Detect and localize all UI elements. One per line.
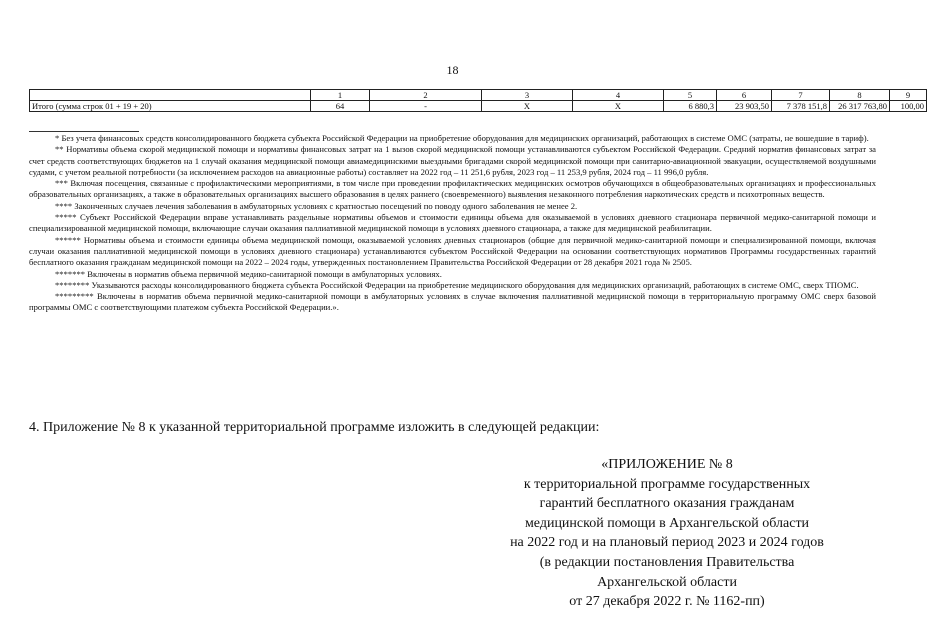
table-header-cell: 8 [830, 90, 890, 101]
appendix-line: (в редакции постановления Правительства [539, 554, 795, 570]
table-row [30, 101, 927, 112]
table-cell: 26 317 763,80 [830, 101, 890, 112]
amendment-instruction: 4. Приложение № 8 к указанной территориальной программе изложить в следующей редакции: [29, 420, 600, 435]
footnote-divider [29, 131, 139, 132]
footnote: ********* Включены в норматив объема первичной медико-санитарной помощи в амбулаторных условиях в случае включения паллиативной медицинской помощи в территориальную программу ОМС сверх базовой программы ОМС с соответствующими платежом субъекта Российской Федерации.». [29, 291, 876, 313]
table-cell: 64 [311, 101, 370, 112]
table-cell: X [482, 101, 573, 112]
footnote: *** Включая посещения, связанные с профилактическими мероприятиями, в том числе при проведении профилактических медицинских осмотров обучающихся в общеобразовательных организациях и профессиональных образовательных организациях, а также в образовательных организациях высшего образования в целях раннего (своевременного) выявления незаконного потребления наркотических средств и психотропных веществ. [29, 178, 876, 200]
table-cell: 6 880,3 [664, 101, 717, 112]
footnote: ** Нормативы объема скорой медицинской помощи и нормативы финансовых затрат на 1 вызов скорой медицинской помощи устанавливаются субъектом Российской Федерации. Средний норматив финансовых затрат за счет средств соответствующих бюджетов на 1 случай оказания медицинской помощи авиамедицинскими выездными бригадами скорой медицинской помощи при санитарно-авиационной эвакуации, осуществляемой воздушными судами, с учетом реальной потребности (за исключением расходов на авиационные работы) составляет на 2022 год – 11 251,6 рубля, 2023 год – 11 253,9 рубля, 2024 год – 11 996,0 рубля. [29, 144, 876, 177]
table-header-cell: 1 [311, 90, 370, 101]
footnote: * Без учета финансовых средств консолидированного бюджета субъекта Российской Федерации на приобретение оборудования для медицинских организаций, работающих в системе ОМС (затраты, не вошедшие в тариф). [55, 133, 869, 143]
appendix-line: к территориальной программе государственных [523, 476, 811, 492]
footnote: ****** Нормативы объема и стоимости единицы объема медицинской помощи, оказываемой условиях дневных стационаров (общие для первичной медико-санитарной помощи и специализированной помощи, включая случаи оказания паллиативной медицинской помощи в условиях дневного стационара) устанавливаются субъектом Российской Федерации на основании соответствующих нормативов Программы государственных гарантий бесплатного оказания гражданам медицинской помощи на 2022 – 2024 годы, утвержденных постановлением Правительства Российской Федерации от 28 декабря 2021 года № 2505. [29, 234, 876, 268]
table-header-cell [30, 90, 311, 101]
table-cell: 23 903,50 [717, 101, 772, 112]
appendix-line: медицинской помощи в Архангельской области [524, 515, 810, 531]
footnote: ******* Включены в норматив объема первичной медико-санитарной помощи в амбулаторных условиях. [55, 268, 442, 279]
table-header-cell: 2 [370, 90, 482, 101]
footnote: **** Законченных случаев лечения заболевания в амбулаторных условиях с кратностью посещений по поводу одного заболевания не менее 2. [55, 200, 578, 211]
table-header-cell: 9 [890, 90, 927, 101]
table-header-cell: 7 [772, 90, 830, 101]
table-row-label: Итого (сумма строк 01 + 19 + 20) [30, 101, 311, 112]
footnote: ******** Указываются расходы консолидированного бюджета субъекта Российской Федерации на приобретение медицинского оборудования для медицинских организаций, работающих в системе ОМС, сверх ТПОМС. [55, 279, 859, 290]
table-cell: 7 378 151,8 [772, 101, 830, 112]
appendix-line: «ПРИЛОЖЕНИЕ № 8 [601, 457, 733, 472]
table-cell: X [573, 101, 664, 112]
footnotes [29, 133, 876, 314]
appendix-line: на 2022 год и на плановый период 2023 и 2024 годов [510, 535, 824, 551]
appendix-line: от 27 декабря 2022 г. № 1162-пп) [569, 594, 765, 610]
table-cell: 100,00 [890, 101, 927, 112]
footnote: ***** Субъект Российской Федерации вправе устанавливать раздельные нормативы объемов и стоимости единицы объема для оказываемой в условиях дневного стационара первичной медико-санитарной помощи и специализированной медицинской помощи, включающие случаи оказания паллиативной медицинской помощи в условиях дневного стационара, а также для медицинской реабилитации. [29, 212, 876, 234]
table-header-row [30, 90, 927, 101]
table-header-cell: 3 [482, 90, 573, 101]
appendix-heading [492, 455, 842, 612]
appendix-line: Архангельской области [597, 574, 737, 590]
table-cell: - [370, 101, 482, 112]
table-header-cell: 5 [664, 90, 717, 101]
appendix-line: гарантий бесплатного оказания гражданам [539, 496, 795, 512]
summary-table [29, 89, 927, 112]
page-number: 18 [446, 63, 459, 77]
table-header-cell: 6 [717, 90, 772, 101]
table-header-cell: 4 [573, 90, 664, 101]
